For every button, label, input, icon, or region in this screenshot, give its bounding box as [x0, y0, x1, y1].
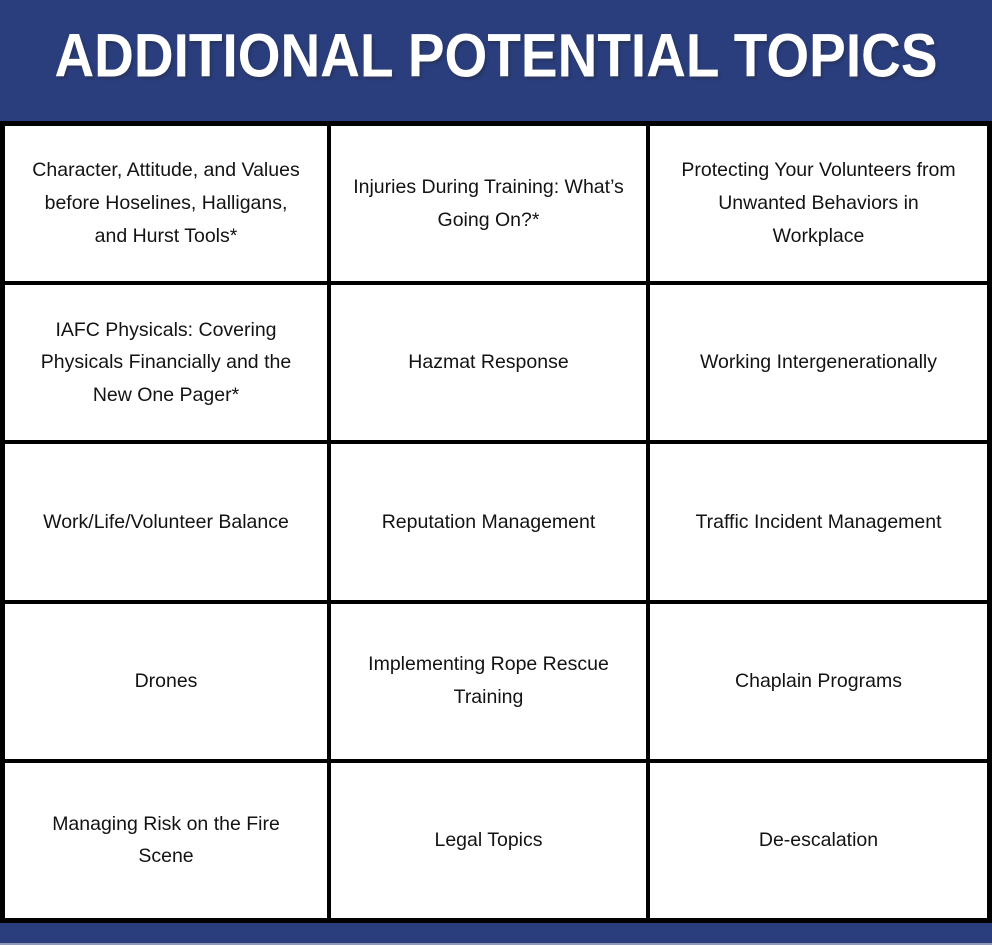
- topic-cell: Managing Risk on the Fire Scene: [5, 763, 327, 918]
- topic-cell: Reputation Management: [331, 444, 646, 599]
- topics-table: [0, 121, 992, 923]
- topic-cell: IAFC Physicals: Covering Physicals Financially and the New One Pager*: [5, 285, 327, 440]
- topic-cell: Drones: [5, 604, 327, 759]
- topic-cell: De-escalation: [650, 763, 987, 918]
- topic-cell: Injuries During Training: What’s Going On?*: [331, 126, 646, 281]
- title-banner: [0, 0, 992, 121]
- topic-cell: Character, Attitude, and Values before Hoselines, Halligans, and Hurst Tools*: [5, 126, 327, 281]
- topic-cell: Hazmat Response: [331, 285, 646, 440]
- topic-cell: Chaplain Programs: [650, 604, 987, 759]
- topic-cell: Working Intergenerationally: [650, 285, 987, 440]
- topic-cell: Traffic Incident Management: [650, 444, 987, 599]
- bottom-banner: [0, 923, 992, 945]
- page-title: ADDITIONAL POTENTIAL TOPICS: [54, 20, 938, 90]
- topic-cell: Protecting Your Volunteers from Unwanted Behaviors in Workplace: [650, 126, 987, 281]
- topic-cell: Legal Topics: [331, 763, 646, 918]
- topic-cell: Work/Life/Volunteer Balance: [5, 444, 327, 599]
- topic-cell: Implementing Rope Rescue Training: [331, 604, 646, 759]
